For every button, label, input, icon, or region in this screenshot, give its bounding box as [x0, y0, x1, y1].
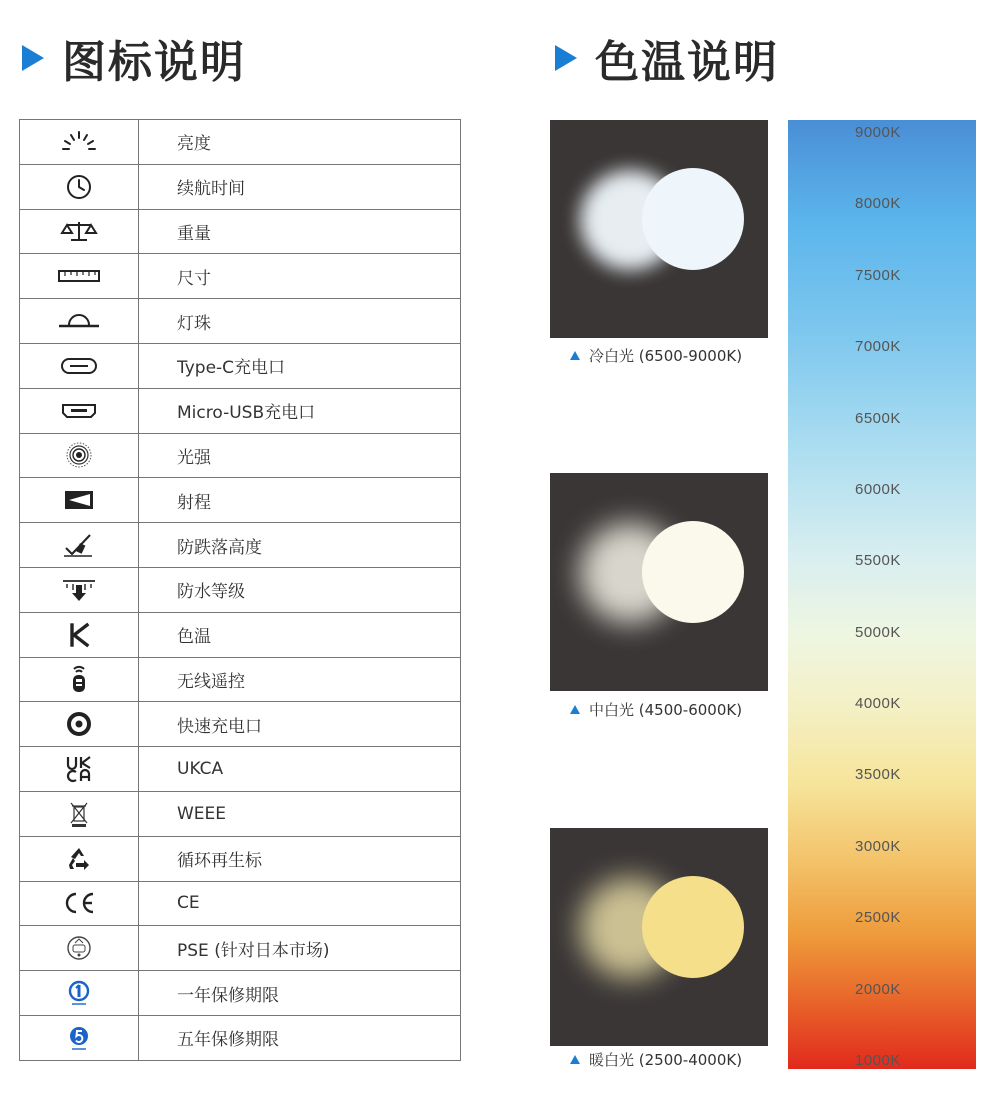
icon-label: 色温 [139, 612, 461, 657]
fast-charge-icon [20, 702, 139, 747]
icon-label: 防跌落高度 [139, 523, 461, 568]
led-bead-icon [20, 299, 139, 344]
icon-label: 循环再生标 [139, 836, 461, 881]
scale-tick-label: 2500K [855, 909, 901, 927]
scale-tick-label: 8000K [855, 195, 901, 213]
icon-label: UKCA [139, 747, 461, 792]
table-row [20, 702, 461, 747]
scale-tick-label: 5500K [855, 552, 901, 570]
table-row [20, 881, 461, 926]
icon-label: 灯珠 [139, 299, 461, 344]
cool-white-caption [570, 345, 742, 366]
warm-white-light-demo [550, 828, 768, 1046]
triangle-up-icon [570, 705, 580, 714]
table-row [20, 209, 461, 254]
scale-tick-label: 3000K [855, 837, 901, 855]
table-row [20, 343, 461, 388]
table-row [20, 836, 461, 881]
table-row [20, 523, 461, 568]
table-row [20, 433, 461, 478]
recycle-icon [20, 836, 139, 881]
cool-white-light-demo [550, 120, 768, 338]
light-disc [642, 876, 744, 978]
color-temp-heading [555, 28, 779, 88]
micro-usb-port-icon [20, 388, 139, 433]
caption-text: 中白光 (4500-6000K) [589, 701, 743, 719]
table-row [20, 164, 461, 209]
warm-white-caption [570, 1049, 742, 1070]
scale-tick-label: 6000K [855, 480, 901, 498]
scale-tick-label: 6500K [855, 409, 901, 427]
neutral-white-light-demo [550, 473, 768, 691]
icon-label: Micro-USB充电口 [139, 388, 461, 433]
scale-icon [20, 209, 139, 254]
table-row [20, 1015, 461, 1060]
ukca-icon [20, 747, 139, 792]
icon-legend-title: 图标说明 [62, 37, 246, 88]
scale-tick-label: 1000K [855, 1052, 901, 1069]
scale-tick-label: 2000K [855, 980, 901, 998]
waterproof-icon [20, 567, 139, 612]
caption-text: 暖白光 (2500-4000K) [589, 1051, 743, 1069]
remote-control-icon [20, 657, 139, 702]
triangle-marker-icon [555, 45, 577, 71]
triangle-marker-icon [22, 45, 44, 71]
type-c-port-icon [20, 343, 139, 388]
scale-tick-label: 7500K [855, 266, 901, 284]
beam-distance-icon [20, 478, 139, 523]
scale-tick-label: 3500K [855, 766, 901, 784]
icon-legend-heading [22, 28, 246, 88]
table-row [20, 657, 461, 702]
icon-label: 续航时间 [139, 164, 461, 209]
table-row [20, 120, 461, 165]
icon-label: 重量 [139, 209, 461, 254]
color-temp-title: 色温说明 [595, 37, 779, 88]
table-row [20, 254, 461, 299]
color-temp-scale-bar [788, 120, 976, 1069]
icon-legend-table [19, 119, 461, 1061]
table-row [20, 388, 461, 433]
icon-label: 快速充电口 [139, 702, 461, 747]
light-intensity-icon [20, 433, 139, 478]
table-row [20, 567, 461, 612]
icon-label: 无线遥控 [139, 657, 461, 702]
icon-label: 尺寸 [139, 254, 461, 299]
table-row [20, 926, 461, 971]
icon-label: 射程 [139, 478, 461, 523]
table-row [20, 791, 461, 836]
icon-label: PSE (针对日本市场) [139, 926, 461, 971]
icon-label: 一年保修期限 [139, 971, 461, 1016]
icon-label: 亮度 [139, 120, 461, 165]
icon-label: 光强 [139, 433, 461, 478]
caption-text: 冷白光 (6500-9000K) [589, 347, 743, 365]
kelvin-icon [20, 612, 139, 657]
scale-tick-label: 9000K [855, 124, 901, 141]
scale-tick-label: 7000K [855, 338, 901, 356]
scale-tick-label: 5000K [855, 623, 901, 641]
neutral-white-caption [570, 699, 742, 720]
light-disc [642, 168, 744, 270]
ruler-icon [20, 254, 139, 299]
table-row [20, 612, 461, 657]
light-disc [642, 521, 744, 623]
warranty-5-year-icon [20, 1015, 139, 1060]
icon-label: CE [139, 881, 461, 926]
icon-label: 防水等级 [139, 567, 461, 612]
table-row [20, 478, 461, 523]
pse-mark-icon [20, 926, 139, 971]
weee-bin-icon [20, 791, 139, 836]
triangle-up-icon [570, 351, 580, 360]
triangle-up-icon [570, 1055, 580, 1064]
ce-mark-icon [20, 881, 139, 926]
icon-label: Type-C充电口 [139, 343, 461, 388]
warranty-1-year-icon [20, 971, 139, 1016]
scale-tick-label: 4000K [855, 695, 901, 713]
icon-label: WEEE [139, 791, 461, 836]
table-row [20, 971, 461, 1016]
drop-resistance-icon [20, 523, 139, 568]
table-row [20, 299, 461, 344]
clock-icon [20, 164, 139, 209]
table-row [20, 747, 461, 792]
icon-label: 五年保修期限 [139, 1015, 461, 1060]
brightness-icon [20, 120, 139, 165]
